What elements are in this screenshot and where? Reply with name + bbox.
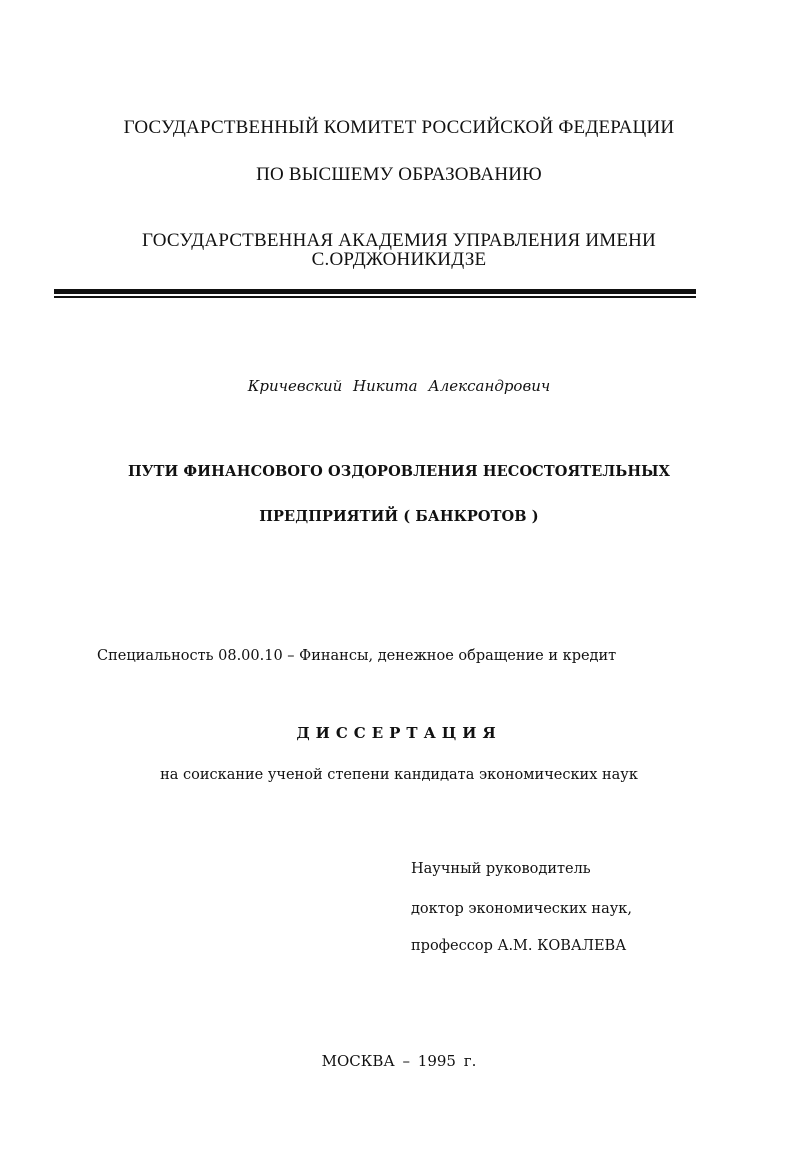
ministry-heading: ГОСУДАРСТВЕННЫЙ КОМИТЕТ РОССИЙСКОЙ ФЕДЕРАЦИИ xyxy=(123,117,675,138)
specialty-line: Специальность 08.00.10 – Финансы, денежное обращение и кредит xyxy=(97,648,617,664)
subministry-heading: ПО ВЫСШЕМУ ОБРАЗОВАНИЮ xyxy=(256,164,542,185)
header-divider-thin xyxy=(54,296,696,298)
thesis-title-line2: ПРЕДПРИЯТИЙ ( БАНКРОТОВ ) xyxy=(259,508,539,525)
supervisor-degree: доктор экономических наук, xyxy=(411,901,632,917)
city-year: МОСКВА – 1995 г. xyxy=(321,1052,477,1070)
header-divider-thick xyxy=(54,289,696,294)
degree-line: на соискание ученой степени кандидата экономических наук xyxy=(160,767,638,783)
document-type: ДИССЕРТАЦИЯ xyxy=(296,724,502,742)
academy-heading-line1: ГОСУДАРСТВЕННАЯ АКАДЕМИЯ УПРАВЛЕНИЯ ИМЕНИ xyxy=(142,230,656,251)
supervisor-name: профессор А.М. КОВАЛЕВА xyxy=(411,938,627,954)
author-name: Кричевский Никита Александрович xyxy=(247,377,551,395)
academy-heading-line2: С.ОРДЖОНИКИДЗЕ xyxy=(311,249,487,270)
supervisor-role: Научный руководитель xyxy=(411,861,591,877)
thesis-title-line1: ПУТИ ФИНАНСОВОГО ОЗДОРОВЛЕНИЯ НЕСОСТОЯТЕЛЬНЫХ xyxy=(127,463,671,480)
